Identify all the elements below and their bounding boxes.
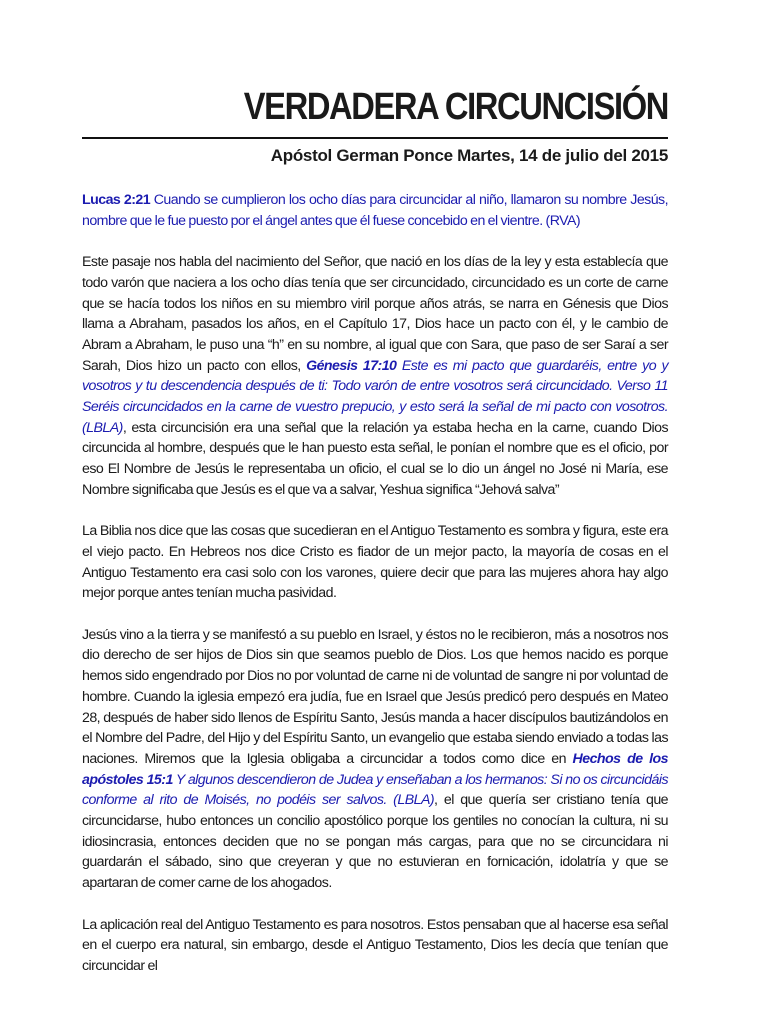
bible-reference: Lucas 2:21 xyxy=(82,192,151,208)
document-page xyxy=(82,84,668,997)
paragraph-text: Jesús vino a la tierra y se manifestó a su pueblo en Israel, y éstos no le recibieron, más a nosotros nos dio derecho de ser hijos de Dios sin que seamos pueblo de Dios. Los que hemos nacido es porque hemos sido engendrado por Dios no por voluntad de carne ni de voluntad de sangre ni por voluntad de hombre. Cuando la iglesia empezó era judía, fue en Israel que Jesús predicó pero después en Mateo 28, después de haber sido llenos de Espíritu Santo, Jesús manda a hacer discípulos bautizándolos en el Nombre del Padre, del Hijo y del Espíritu Santo, un evangelio que estaba siendo enviado a todas las naciones. Miremos que la Iglesia obligaba a circuncidar a todos como dice en xyxy=(82,626,668,767)
paragraph-text: La Biblia nos dice que las cosas que sucedieran en el Antiguo Testamento es sombra y figura, este era el viejo pacto. En Hebreos nos dice Cristo es fiador de un mejor pacto, la mayoría de cosas en el Antiguo Testamento era casi solo con los varones, quiere decir que para las mujeres ahora hay algo mejor porque antes tenían mucha pasividad. xyxy=(82,523,668,602)
bible-quote: Y algunos descendieron de Judea y enseñaban a los hermanos: Si no os circuncidáis conforme al rito de Moisés, no podéis ser salvos. (LBLA) xyxy=(82,771,668,809)
paragraph-text: Este pasaje nos habla del nacimiento del Señor, que nació en los días de la ley y esta establecía que todo varón que naciera a los ocho días tenía que ser circuncidado, circuncidado es un corte de carne que se hacía todos los niños en su miembro viril porque años atrás, se narra en Génesis que Dios llama a Abraham, pasados los años, en el Capítulo 17, Dios hace un pacto con él, y le cambio de Abram a Abraham, le puso una “h” en su nombre, al igual que con Sara, que paso de ser Saraí a ser Sarah, Dios hizo un pacto con ellos, xyxy=(82,254,668,374)
bible-quote: Cuando se cumplieron los ocho días para circuncidar al niño, llamaron su nombre Jesús, nombre que le fue puesto por el ángel antes que él fuese concebido en el vientre. (RVA) xyxy=(82,192,668,229)
bible-reference: Hechos de los apóstoles 15:1 xyxy=(82,750,668,788)
bible-quote: Este es mi pacto que guardaréis, entre yo y vosotros y tu descendencia después de ti: Todo varón de entre vosotros será circuncidado. Verso 11 Seréis circuncidados en la carne de vuestro prepucio, y esto será la señal de mi pacto con vosotros. (LBLA) xyxy=(82,357,668,436)
paragraph-genesis xyxy=(82,252,668,500)
paragraph-luke-quote xyxy=(82,190,668,231)
document-title: VERDADERA CIRCUNCISIÓN xyxy=(243,86,668,128)
title-rule xyxy=(82,137,668,139)
bible-reference: Génesis 17:10 xyxy=(306,357,397,374)
paragraph-old-covenant xyxy=(82,521,668,604)
paragraph-text: , esta circuncisión era una señal que la relación ya estaba hecha en la carne, cuando Dios circuncida al hombre, después que le han puesto esta señal, le ponían el nombre que es el oficio, por eso El Nombre de Jesús le representaba un oficio, el cual se lo dio un ángel no José ni María, ese Nombre significaba que Jesús es el que va a salvar, Yeshua significa “Jehová salva” xyxy=(82,419,668,498)
paragraph-application xyxy=(82,915,668,977)
paragraph-text: La aplicación real del Antiguo Testamento es para nosotros. Estos pensaban que al hacerse esa señal en el cuerpo era natural, sin embargo, desde el Antiguo Testamento, Dios les decía que tenían que circuncidar el xyxy=(82,916,668,974)
paragraph-acts xyxy=(82,625,668,894)
paragraph-text: , el que quería ser cristiano tenía que circuncidarse, hubo entonces un concilio apostólico porque los gentiles no conocían la cultura, ni su idiosincrasia, entonces deciden que no se pongan más cargas, para que no se circuncidara ni guardarán el sábado, sino que creyeran y que no estuvieran en fornicación, idolatría y que se apartaran de comer carne de los ahogados. xyxy=(82,792,668,892)
document-body xyxy=(82,190,668,977)
document-subtitle: Apóstol German Ponce Martes, 14 de julio del 2015 xyxy=(270,146,668,165)
